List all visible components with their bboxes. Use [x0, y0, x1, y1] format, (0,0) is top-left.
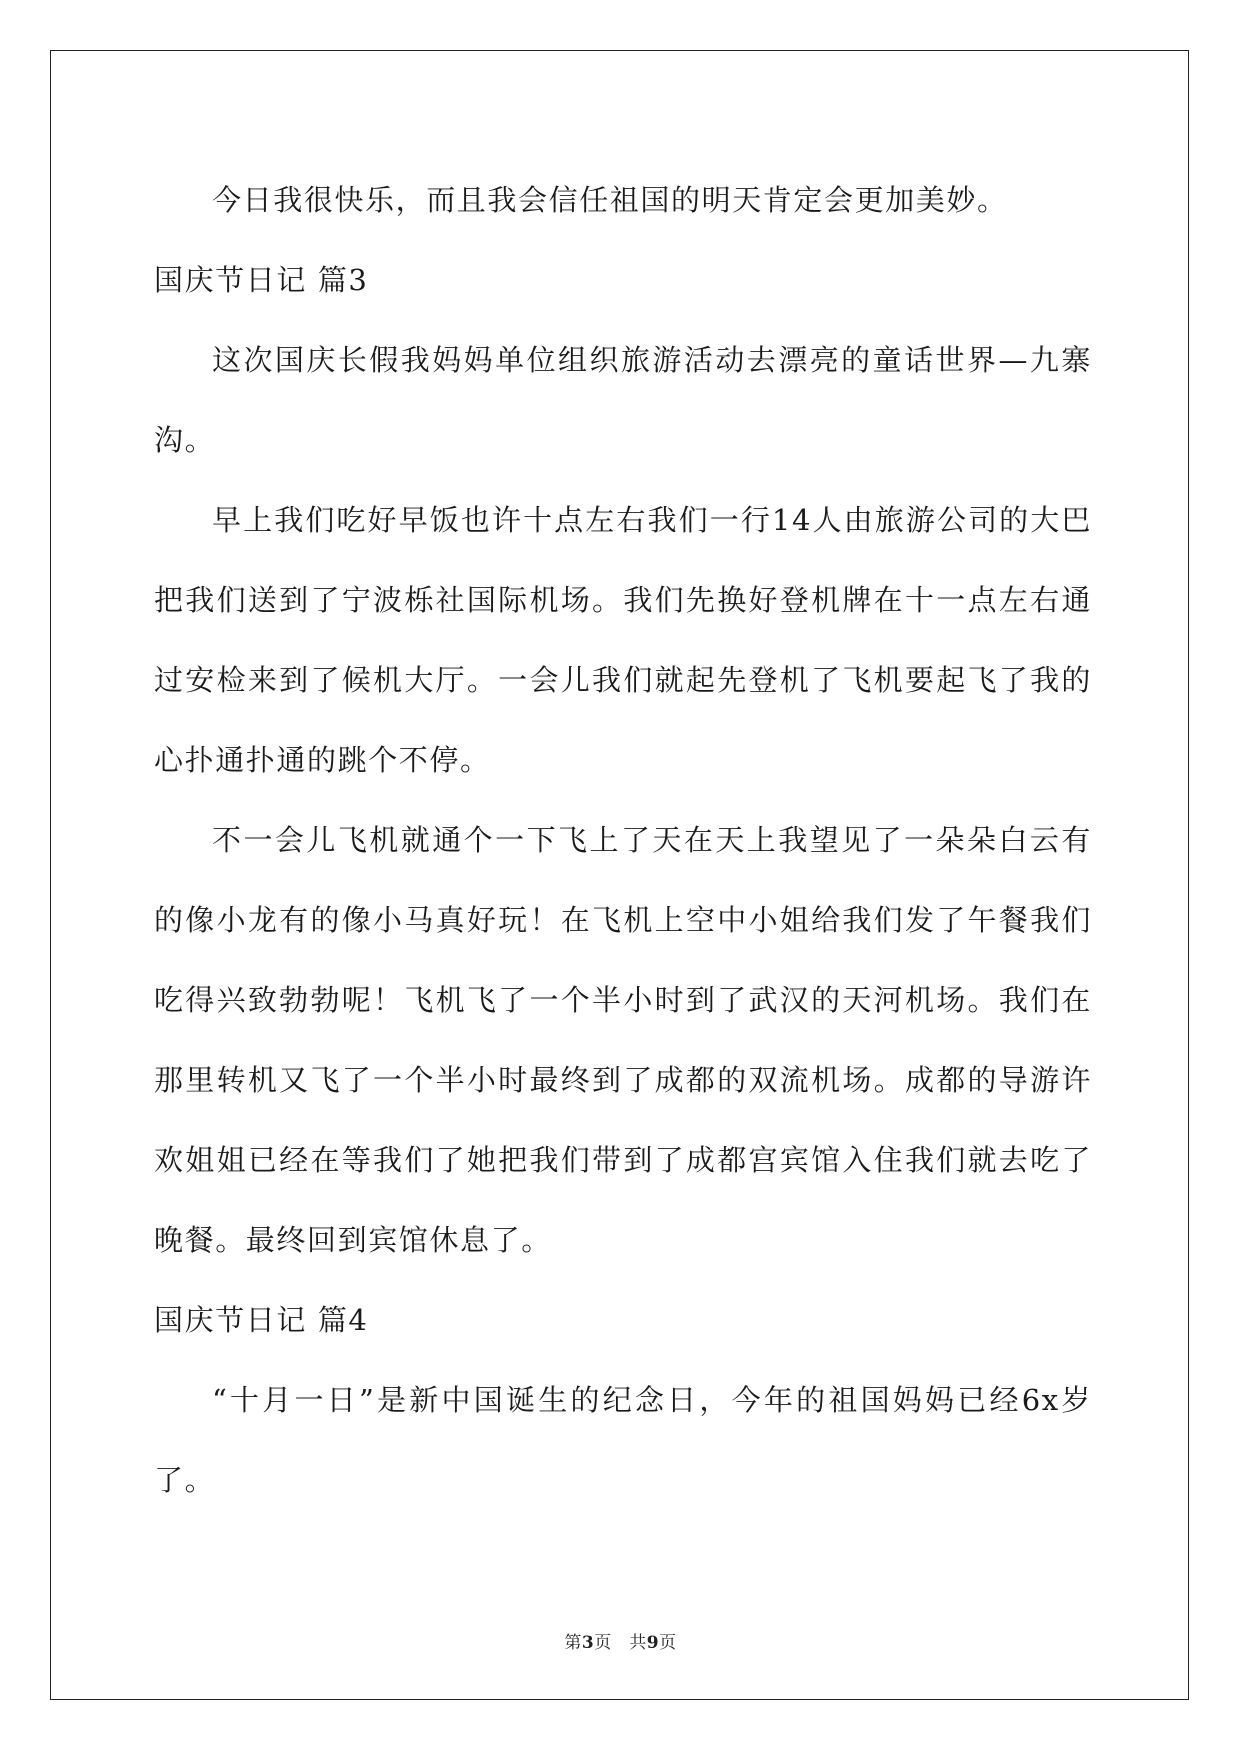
section-heading: 国庆节日记 篇4	[154, 1303, 369, 1337]
page-footer	[0, 1628, 1241, 1653]
footer-total-pages: 9	[646, 1633, 660, 1653]
paragraph: 早上我们吃好早饭也许十点左右我们一行14人由旅游公司的大巴把我们送到了宁波栎社国际机场。我们先换好登机牌在十一点左右通过安检来到了候机大厅。一会儿我们就起先登机了飞机要起飞了我的心扑通扑通的跳个不停。	[154, 503, 1092, 777]
footer-prefix: 第	[564, 1633, 582, 1653]
footer-middle: 页 共	[594, 1633, 647, 1653]
paragraph: 今日我很快乐，而且我会信任祖国的明天肯定会更加美妙。	[212, 183, 1008, 217]
paragraph: “十月一日”是新中国诞生的纪念日，今年的祖国妈妈已经6x岁了。	[154, 1383, 1092, 1497]
footer-page-number: 3	[581, 1633, 595, 1653]
paragraph: 不一会儿飞机就通个一下飞上了天在天上我望见了一朵朵白云有的像小龙有的像小马真好玩！在飞机上空中小姐给我们发了午餐我们吃得兴致勃勃呢！飞机飞了一个半小时到了武汉的天河机场。我们在那里转机又飞了一个半小时最终到了成都的双流机场。成都的导游许欢姐姐已经在等我们了她把我们带到了成都宫宾馆入住我们就去吃了晚餐。最终回到宾馆休息了。	[154, 823, 1092, 1257]
section-heading: 国庆节日记 篇3	[154, 263, 369, 297]
footer-suffix: 页	[659, 1633, 677, 1653]
paragraph: 这次国庆长假我妈妈单位组织旅游活动去漂亮的童话世界—九寨沟。	[154, 343, 1092, 457]
document-body	[154, 160, 1092, 1520]
